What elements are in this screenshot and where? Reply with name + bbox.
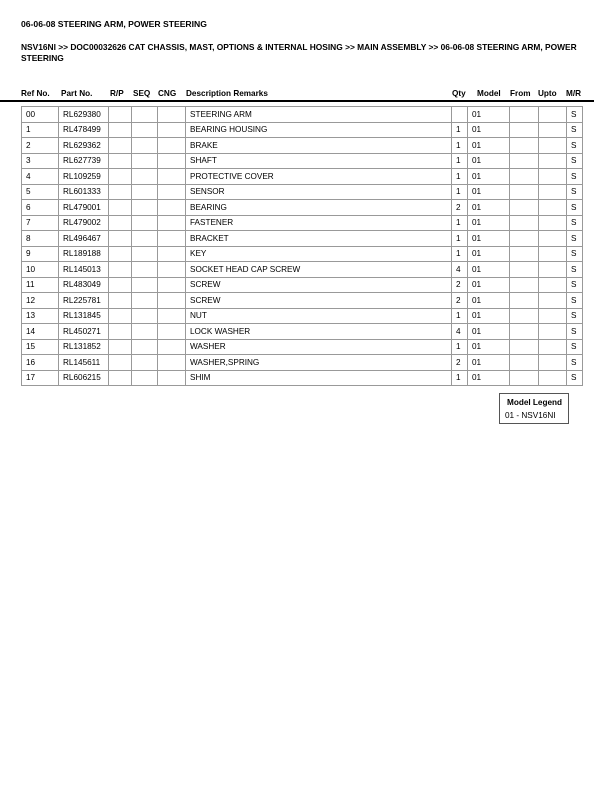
cell-part-no: RL483049 <box>59 277 109 293</box>
cell-mr: S <box>567 262 583 278</box>
cell-description: SCREW <box>186 293 452 309</box>
cell-rp <box>109 169 132 185</box>
cell-seq <box>132 339 158 355</box>
cell-from <box>510 107 539 123</box>
cell-from <box>510 246 539 262</box>
cell-rp <box>109 107 132 123</box>
cell-description: WASHER,SPRING <box>186 355 452 371</box>
cell-model: 01 <box>468 355 510 371</box>
table-row <box>22 215 583 231</box>
cell-part-no: RL145611 <box>59 355 109 371</box>
cell-upto <box>539 324 567 340</box>
cell-upto <box>539 107 567 123</box>
cell-qty: 2 <box>452 200 468 216</box>
cell-upto <box>539 308 567 324</box>
cell-part-no: RL225781 <box>59 293 109 309</box>
cell-part-no: RL131852 <box>59 339 109 355</box>
cell-ref-no: 4 <box>22 169 59 185</box>
cell-part-no: RL629380 <box>59 107 109 123</box>
cell-qty: 1 <box>452 308 468 324</box>
cell-part-no: RL479002 <box>59 215 109 231</box>
cell-upto <box>539 215 567 231</box>
cell-from <box>510 293 539 309</box>
cell-rp <box>109 138 132 154</box>
cell-description: NUT <box>186 308 452 324</box>
cell-rp <box>109 277 132 293</box>
cell-upto <box>539 184 567 200</box>
cell-mr: S <box>567 324 583 340</box>
cell-rp <box>109 293 132 309</box>
cell-from <box>510 355 539 371</box>
table-row <box>22 169 583 185</box>
cell-part-no: RL478499 <box>59 122 109 138</box>
table-row <box>22 200 583 216</box>
cell-seq <box>132 200 158 216</box>
table-row <box>22 339 583 355</box>
cell-model: 01 <box>468 184 510 200</box>
cell-rp <box>109 339 132 355</box>
cell-model: 01 <box>468 262 510 278</box>
cell-rp <box>109 262 132 278</box>
cell-description: SENSOR <box>186 184 452 200</box>
column-header-upto: Upto <box>538 89 557 98</box>
cell-upto <box>539 262 567 278</box>
cell-seq <box>132 246 158 262</box>
cell-seq <box>132 215 158 231</box>
cell-qty: 1 <box>452 339 468 355</box>
cell-upto <box>539 370 567 386</box>
cell-description: SOCKET HEAD CAP SCREW <box>186 262 452 278</box>
cell-cng <box>158 339 186 355</box>
cell-model: 01 <box>468 308 510 324</box>
cell-seq <box>132 293 158 309</box>
cell-from <box>510 215 539 231</box>
table-row <box>22 277 583 293</box>
table-row <box>22 184 583 200</box>
cell-ref-no: 9 <box>22 246 59 262</box>
cell-seq <box>132 308 158 324</box>
cell-model: 01 <box>468 231 510 247</box>
cell-qty: 1 <box>452 215 468 231</box>
cell-cng <box>158 169 186 185</box>
cell-upto <box>539 355 567 371</box>
cell-rp <box>109 324 132 340</box>
cell-description: BRAKE <box>186 138 452 154</box>
table-row <box>22 138 583 154</box>
cell-seq <box>132 262 158 278</box>
cell-from <box>510 339 539 355</box>
cell-ref-no: 10 <box>22 262 59 278</box>
cell-qty: 1 <box>452 231 468 247</box>
cell-ref-no: 2 <box>22 138 59 154</box>
cell-ref-no: 13 <box>22 308 59 324</box>
table-header <box>21 87 583 101</box>
cell-model: 01 <box>468 324 510 340</box>
cell-qty: 2 <box>452 355 468 371</box>
table-row <box>22 293 583 309</box>
cell-upto <box>539 231 567 247</box>
cell-model: 01 <box>468 138 510 154</box>
table-row <box>22 107 583 123</box>
table-row <box>22 262 583 278</box>
cell-part-no: RL496467 <box>59 231 109 247</box>
cell-ref-no: 17 <box>22 370 59 386</box>
cell-qty: 1 <box>452 370 468 386</box>
cell-part-no: RL145013 <box>59 262 109 278</box>
cell-upto <box>539 200 567 216</box>
cell-part-no: RL131845 <box>59 308 109 324</box>
cell-ref-no: 16 <box>22 355 59 371</box>
cell-mr: S <box>567 355 583 371</box>
cell-ref-no: 00 <box>22 107 59 123</box>
cell-upto <box>539 138 567 154</box>
model-legend-entry: 01 - NSV16NI <box>505 411 556 420</box>
column-header-seq: SEQ <box>133 89 151 98</box>
cell-model: 01 <box>468 122 510 138</box>
cell-qty: 1 <box>452 138 468 154</box>
table-row <box>22 355 583 371</box>
model-legend-title: Model Legend <box>507 398 563 407</box>
cell-seq <box>132 138 158 154</box>
cell-model: 01 <box>468 370 510 386</box>
cell-rp <box>109 231 132 247</box>
cell-qty: 1 <box>452 184 468 200</box>
cell-cng <box>158 231 186 247</box>
cell-qty <box>452 107 468 123</box>
cell-mr: S <box>567 215 583 231</box>
cell-mr: S <box>567 308 583 324</box>
cell-part-no: RL606215 <box>59 370 109 386</box>
cell-seq <box>132 169 158 185</box>
cell-from <box>510 138 539 154</box>
cell-from <box>510 262 539 278</box>
cell-mr: S <box>567 169 583 185</box>
table-row <box>22 153 583 169</box>
header-divider <box>0 100 594 102</box>
cell-cng <box>158 138 186 154</box>
column-header-model: Model <box>477 89 501 98</box>
cell-mr: S <box>567 107 583 123</box>
cell-cng <box>158 324 186 340</box>
cell-from <box>510 184 539 200</box>
cell-cng <box>158 200 186 216</box>
cell-cng <box>158 262 186 278</box>
cell-description: BRACKET <box>186 231 452 247</box>
cell-seq <box>132 370 158 386</box>
column-header-ref-no: Ref No. <box>21 89 50 98</box>
cell-rp <box>109 184 132 200</box>
column-header-description: Description Remarks <box>186 89 268 98</box>
table-row <box>22 370 583 386</box>
cell-from <box>510 370 539 386</box>
column-header-qty: Qty <box>452 89 466 98</box>
table-row <box>22 308 583 324</box>
cell-mr: S <box>567 153 583 169</box>
cell-upto <box>539 246 567 262</box>
cell-ref-no: 5 <box>22 184 59 200</box>
cell-seq <box>132 107 158 123</box>
cell-ref-no: 8 <box>22 231 59 247</box>
cell-seq <box>132 324 158 340</box>
cell-qty: 4 <box>452 324 468 340</box>
cell-mr: S <box>567 277 583 293</box>
cell-model: 01 <box>468 153 510 169</box>
cell-ref-no: 11 <box>22 277 59 293</box>
cell-ref-no: 12 <box>22 293 59 309</box>
cell-from <box>510 153 539 169</box>
cell-mr: S <box>567 293 583 309</box>
cell-mr: S <box>567 138 583 154</box>
cell-qty: 2 <box>452 293 468 309</box>
cell-ref-no: 3 <box>22 153 59 169</box>
cell-cng <box>158 355 186 371</box>
cell-part-no: RL109259 <box>59 169 109 185</box>
column-header-mr: M/R <box>566 89 582 98</box>
cell-seq <box>132 122 158 138</box>
cell-from <box>510 169 539 185</box>
cell-from <box>510 277 539 293</box>
cell-description: FASTENER <box>186 215 452 231</box>
cell-description: BEARING <box>186 200 452 216</box>
parts-table <box>21 106 583 386</box>
table-row <box>22 246 583 262</box>
cell-ref-no: 6 <box>22 200 59 216</box>
cell-upto <box>539 153 567 169</box>
cell-cng <box>158 215 186 231</box>
cell-rp <box>109 308 132 324</box>
table-row <box>22 231 583 247</box>
cell-cng <box>158 107 186 123</box>
column-header-rp: R/P <box>110 89 124 98</box>
cell-rp <box>109 153 132 169</box>
cell-rp <box>109 215 132 231</box>
cell-seq <box>132 184 158 200</box>
cell-cng <box>158 122 186 138</box>
cell-seq <box>132 231 158 247</box>
page-title: 06-06-08 STEERING ARM, POWER STEERING <box>21 19 207 29</box>
cell-mr: S <box>567 231 583 247</box>
cell-model: 01 <box>468 339 510 355</box>
cell-from <box>510 308 539 324</box>
cell-cng <box>158 277 186 293</box>
cell-model: 01 <box>468 107 510 123</box>
cell-mr: S <box>567 184 583 200</box>
cell-description: SCREW <box>186 277 452 293</box>
cell-from <box>510 200 539 216</box>
cell-seq <box>132 153 158 169</box>
column-header-from: From <box>510 89 531 98</box>
cell-upto <box>539 277 567 293</box>
cell-qty: 1 <box>452 169 468 185</box>
cell-description: LOCK WASHER <box>186 324 452 340</box>
cell-cng <box>158 293 186 309</box>
cell-description: PROTECTIVE COVER <box>186 169 452 185</box>
cell-qty: 2 <box>452 277 468 293</box>
cell-upto <box>539 293 567 309</box>
cell-qty: 1 <box>452 246 468 262</box>
cell-cng <box>158 246 186 262</box>
cell-mr: S <box>567 122 583 138</box>
cell-ref-no: 15 <box>22 339 59 355</box>
cell-part-no: RL629362 <box>59 138 109 154</box>
cell-part-no: RL601333 <box>59 184 109 200</box>
cell-model: 01 <box>468 215 510 231</box>
cell-qty: 4 <box>452 262 468 278</box>
cell-from <box>510 122 539 138</box>
cell-ref-no: 14 <box>22 324 59 340</box>
cell-model: 01 <box>468 277 510 293</box>
table-row <box>22 324 583 340</box>
cell-description: BEARING HOUSING <box>186 122 452 138</box>
cell-cng <box>158 370 186 386</box>
cell-model: 01 <box>468 246 510 262</box>
cell-rp <box>109 246 132 262</box>
cell-part-no: RL189188 <box>59 246 109 262</box>
cell-model: 01 <box>468 200 510 216</box>
cell-from <box>510 231 539 247</box>
cell-description: WASHER <box>186 339 452 355</box>
cell-mr: S <box>567 339 583 355</box>
cell-model: 01 <box>468 169 510 185</box>
cell-description: SHAFT <box>186 153 452 169</box>
cell-part-no: RL627739 <box>59 153 109 169</box>
cell-cng <box>158 184 186 200</box>
cell-qty: 1 <box>452 122 468 138</box>
cell-ref-no: 7 <box>22 215 59 231</box>
cell-upto <box>539 122 567 138</box>
column-header-cng: CNG <box>158 89 177 98</box>
cell-mr: S <box>567 370 583 386</box>
breadcrumb: NSV16NI >> DOC00032626 CAT CHASSIS, MAST, OPTIONS & INTERNAL HOSING >> MAIN ASSEMBLY >> 06-06-08 STEERING ARM, POWER STEERING <box>21 42 577 63</box>
cell-mr: S <box>567 200 583 216</box>
cell-mr: S <box>567 246 583 262</box>
cell-rp <box>109 355 132 371</box>
cell-part-no: RL479001 <box>59 200 109 216</box>
cell-seq <box>132 277 158 293</box>
column-header-part-no: Part No. <box>61 89 93 98</box>
cell-part-no: RL450271 <box>59 324 109 340</box>
cell-cng <box>158 153 186 169</box>
cell-description: SHIM <box>186 370 452 386</box>
model-legend <box>499 393 569 424</box>
cell-upto <box>539 169 567 185</box>
cell-rp <box>109 200 132 216</box>
cell-seq <box>132 355 158 371</box>
cell-description: STEERING ARM <box>186 107 452 123</box>
cell-rp <box>109 370 132 386</box>
cell-qty: 1 <box>452 153 468 169</box>
table-row <box>22 122 583 138</box>
cell-model: 01 <box>468 293 510 309</box>
cell-description: KEY <box>186 246 452 262</box>
cell-cng <box>158 308 186 324</box>
cell-upto <box>539 339 567 355</box>
cell-ref-no: 1 <box>22 122 59 138</box>
cell-from <box>510 324 539 340</box>
cell-rp <box>109 122 132 138</box>
